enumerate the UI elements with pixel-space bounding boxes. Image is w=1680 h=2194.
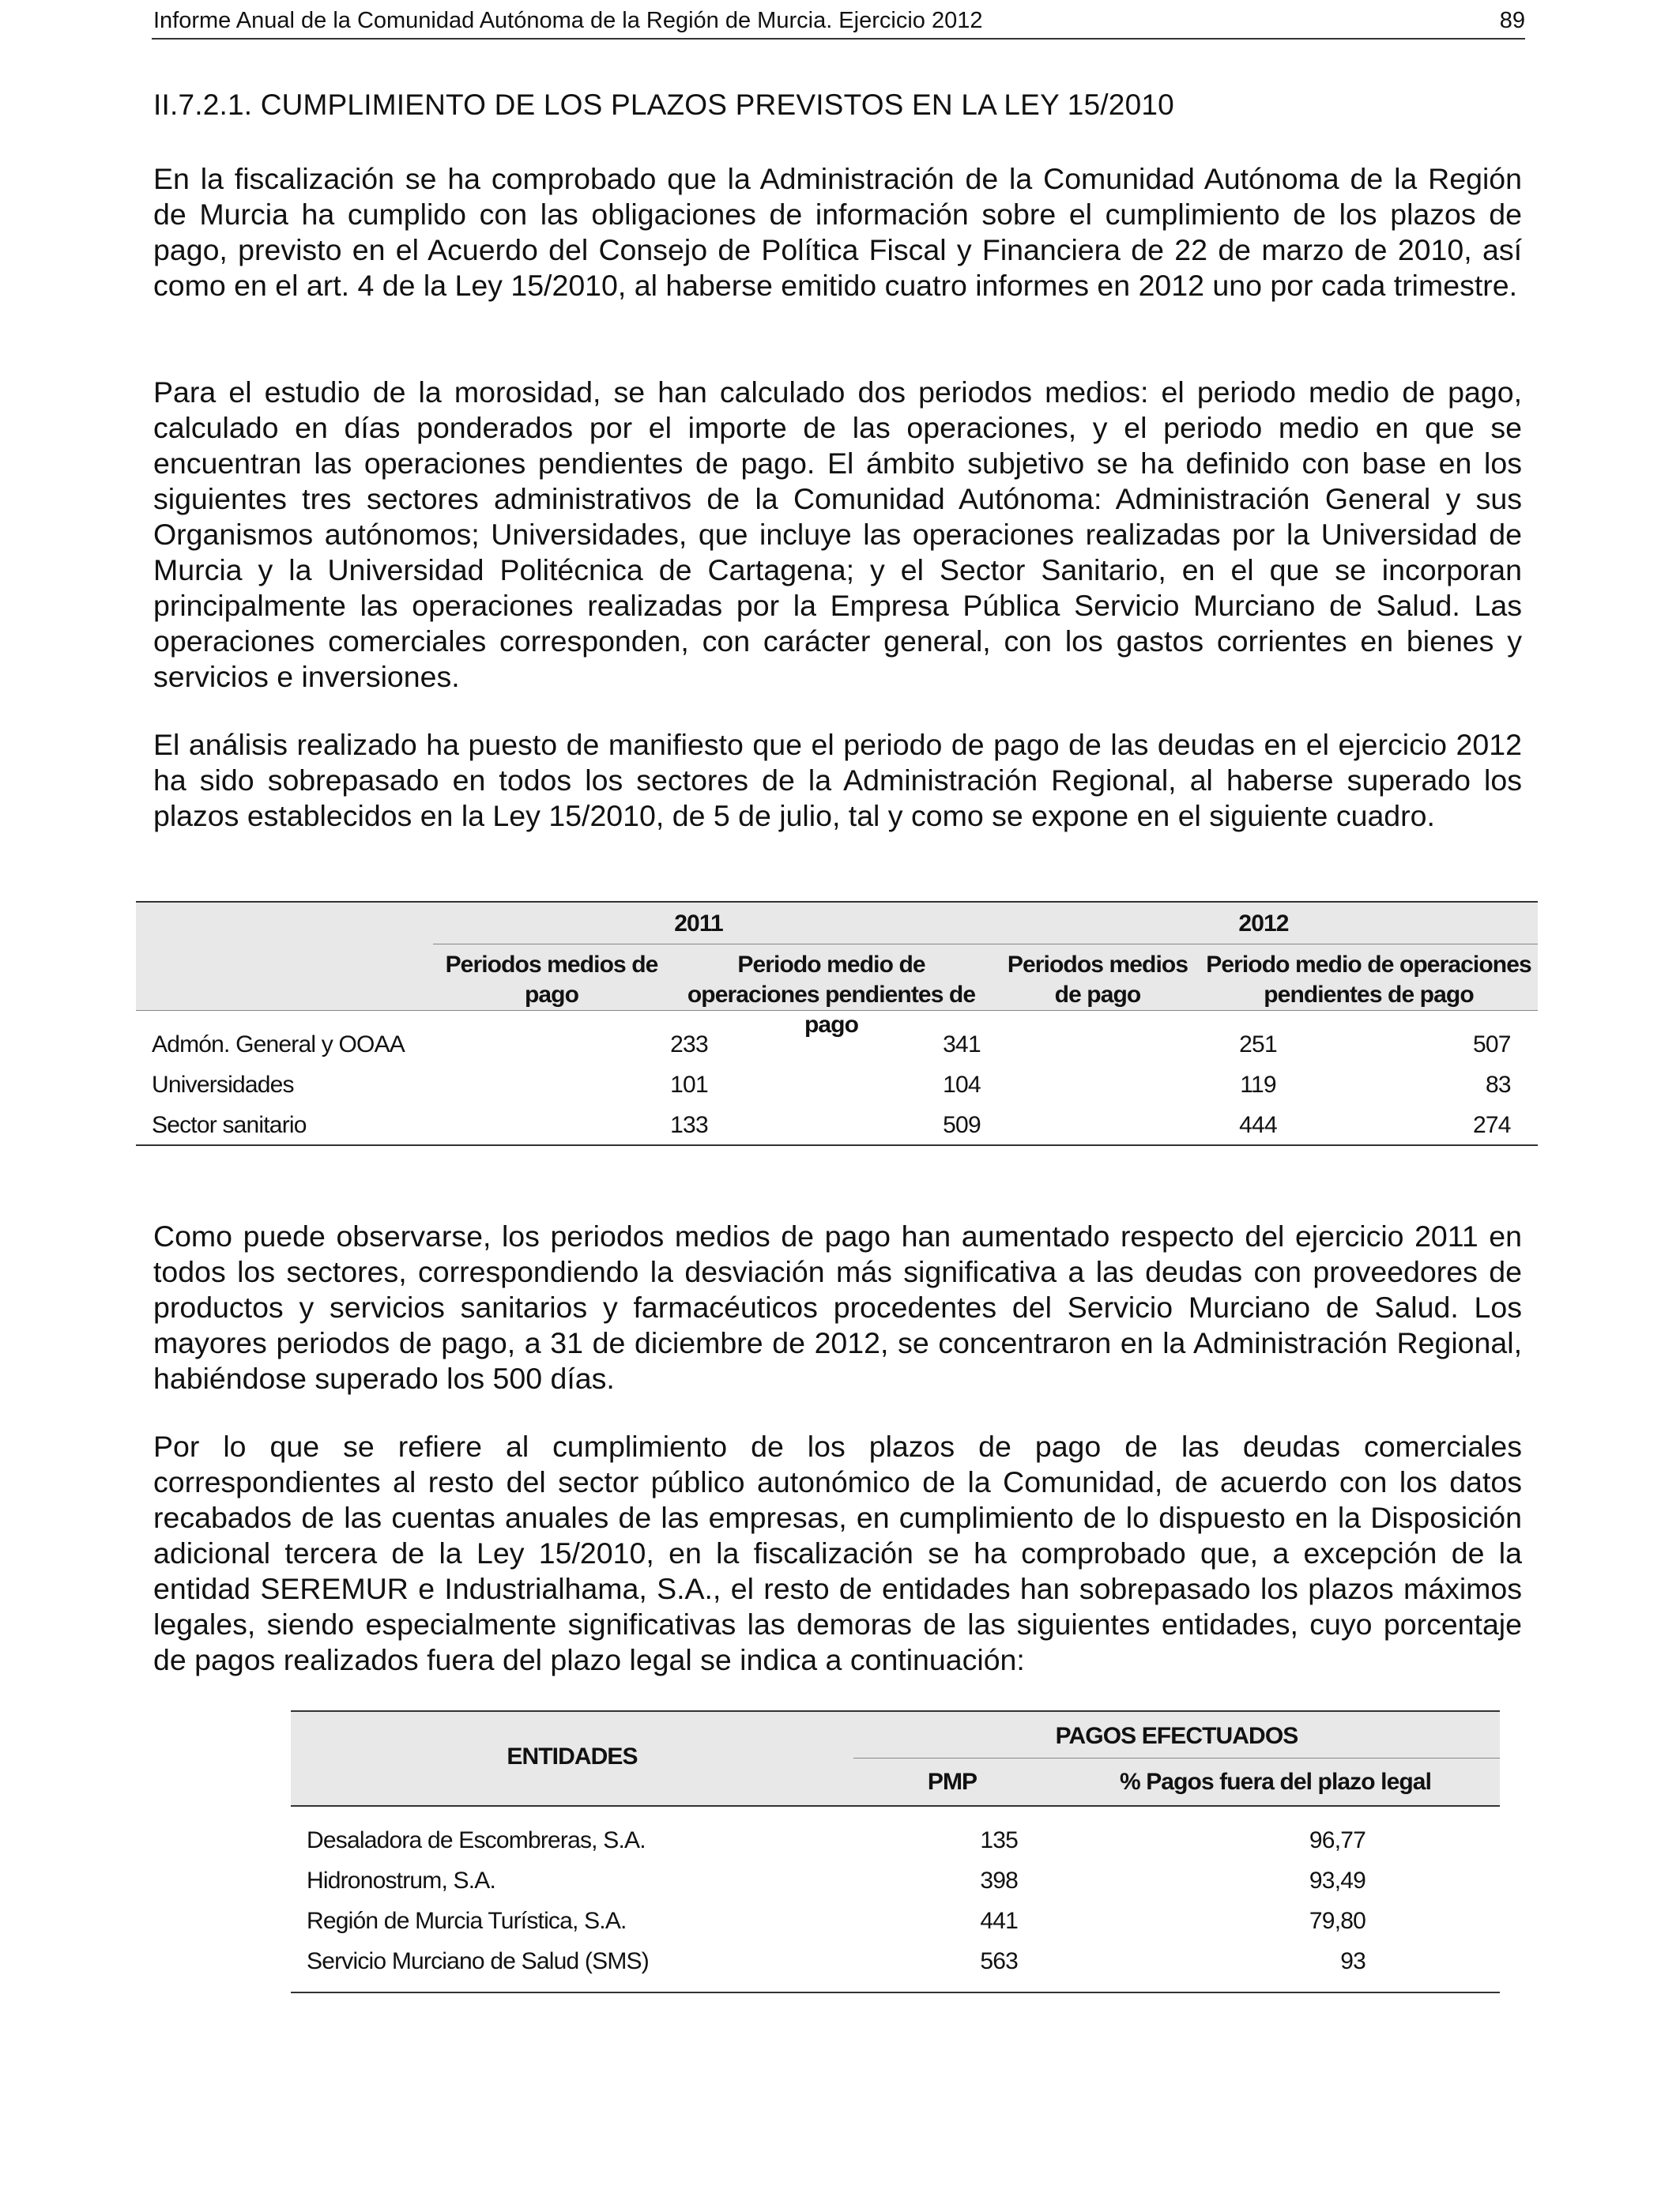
year-2011-header: 2011 [674, 910, 723, 937]
cell-value: 93,49 [1309, 1868, 1365, 1894]
row-label: Admón. General y OOAA [152, 1031, 405, 1057]
cell-value: 507 [1473, 1031, 1511, 1057]
header-bottom-rule [291, 1805, 1500, 1807]
row-label: Universidades [152, 1072, 294, 1098]
paragraph-2: Para el estudio de la morosidad, se han calculado dos periodos medios: el periodo medio de pago, calculado en días ponderados por el importe de las operaciones, y el periodo medio en que se encuentran las operaciones pendientes de pago. El ámbito subjetivo se ha definido con base en los siguientes tres sectores administrativos de la Comunidad Autónoma: Administración General y sus Organismos autónomos; Universidades, que incluye las operaciones realizadas por la Universidad de Murcia y la Universidad Politécnica de Cartagena; y el Sector Sanitario, en el que se incorporan principalmente las operaciones realizadas por la Empresa Pública Servicio Murciano de Salud. Las operaciones comerciales corresponden, con carácter general, con los gastos corrientes en bienes y servicios e inversiones. [153, 375, 1522, 693]
cell-value: 83 [1486, 1072, 1511, 1098]
payment-periods-table [136, 901, 1538, 1146]
running-header-title: Informe Anual de la Comunidad Autónoma de la Región de Murcia. Ejercicio 2012 [153, 8, 983, 33]
cell-value: 96,77 [1309, 1827, 1365, 1853]
group-header-payments: PAGOS EFECTUADOS [1055, 1723, 1298, 1749]
cell-value: 233 [670, 1031, 708, 1057]
col-header-pmp-2011: Periodos medios de pago [445, 952, 658, 1008]
cell-value: 119 [1240, 1072, 1276, 1098]
cell-value: 135 [980, 1827, 1018, 1853]
row-label: Servicio Murciano de Salud (SMS) [307, 1948, 649, 1974]
row-label: Desaladora de Escombreras, S.A. [307, 1827, 646, 1853]
paragraph-4: Como puede observarse, los periodos medios de pago han aumentado respecto del ejercicio 2011 en todos los sectores, correspondiendo la desviación más significativa a las deudas con proveedores de productos y servicios sanitarios y farmacéuticos procedentes del Servicio Murciano de Salud. Los mayores periodos de pago, a 31 de diciembre de 2012, se concentraron en la Administración Regional, habiéndose superado los 500 días. [153, 1220, 1522, 1395]
page-number: 89 [1499, 8, 1525, 33]
cell-value: 104 [943, 1072, 981, 1098]
cell-value: 93 [1340, 1948, 1365, 1974]
cell-value: 563 [980, 1948, 1018, 1974]
col-header-pending-2011: Periodo medio de operaciones pendientes de pago [687, 952, 976, 1038]
row-label: Sector sanitario [152, 1112, 307, 1138]
cell-value: 251 [1239, 1031, 1277, 1057]
paragraph-1: En la fiscalización se ha comprobado que la Administración de la Comunidad Autónoma de la Región de Murcia ha cumplido con las obligaciones de información sobre el cumplimiento de los plazos de pago, previsto en el Acuerdo del Consejo de Política Fiscal y Financiera de 22 de marzo de 2010, así como en el art. 4 de la Ley 15/2010, al haberse emitido cuatro informes en 2012 uno por cada trimestre. [153, 162, 1522, 302]
col-header-pct: % Pagos fuera del plazo legal [1119, 1769, 1432, 1795]
table-bottom-rule [291, 1992, 1500, 1993]
col-header-pending-2012: Periodo medio de operaciones pendientes de pago [1206, 952, 1531, 1008]
cell-value: 441 [980, 1908, 1018, 1934]
paragraph-3: El análisis realizado ha puesto de manifiesto que el periodo de pago de las deudas en el ejercicio 2012 ha sido sobrepasado en todos los sectores de la Administración Regional, al haberse superado los plazos establecidos en la Ley 15/2010, de 5 de julio, tal y como se expone en el siguiente cuadro. [153, 728, 1522, 832]
section-title: II.7.2.1. CUMPLIMIENTO DE LOS PLAZOS PREVISTOS EN LA LEY 15/2010 [153, 89, 1174, 121]
cell-value: 133 [670, 1112, 708, 1138]
cell-value: 444 [1239, 1112, 1277, 1138]
group-header-rule [853, 1758, 1500, 1759]
cell-value: 101 [670, 1072, 708, 1098]
row-label: Hidronostrum, S.A. [307, 1868, 496, 1894]
cell-value: 398 [980, 1868, 1018, 1894]
paragraph-5: Por lo que se refiere al cumplimiento de los plazos de pago de las deudas comerciales correspondientes al resto del sector público autonómico de la Comunidad, de acuerdo con los datos recabados de las cuentas anuales de las empresas, en cumplimiento de lo dispuesto en la Disposición adicional tercera de la Ley 15/2010, en la fiscalización se ha comprobado que, a excepción de la entidad SEREMUR e Industrialhama, S.A., el resto de entidades han sobrepasado los plazos máximos legales, siendo especialmente significativas las demoras de las siguientes entidades, cuyo porcentaje de pagos realizados fuera del plazo legal se indica a continuación: [153, 1430, 1522, 1676]
late-payments-table [291, 1710, 1500, 1993]
row-label: Región de Murcia Turística, S.A. [307, 1908, 627, 1934]
col-header-pmp-2012: Periodos medios de pago [1007, 952, 1188, 1008]
cell-value: 341 [943, 1031, 981, 1057]
table-bottom-rule [136, 1144, 1538, 1146]
col-header-pmp: PMP [927, 1769, 977, 1795]
cell-value: 274 [1473, 1112, 1511, 1138]
cell-value: 509 [943, 1112, 981, 1138]
cell-value: 79,80 [1309, 1908, 1365, 1934]
year-2012-header: 2012 [1238, 910, 1289, 937]
col-header-entities: ENTIDADES [507, 1744, 638, 1770]
